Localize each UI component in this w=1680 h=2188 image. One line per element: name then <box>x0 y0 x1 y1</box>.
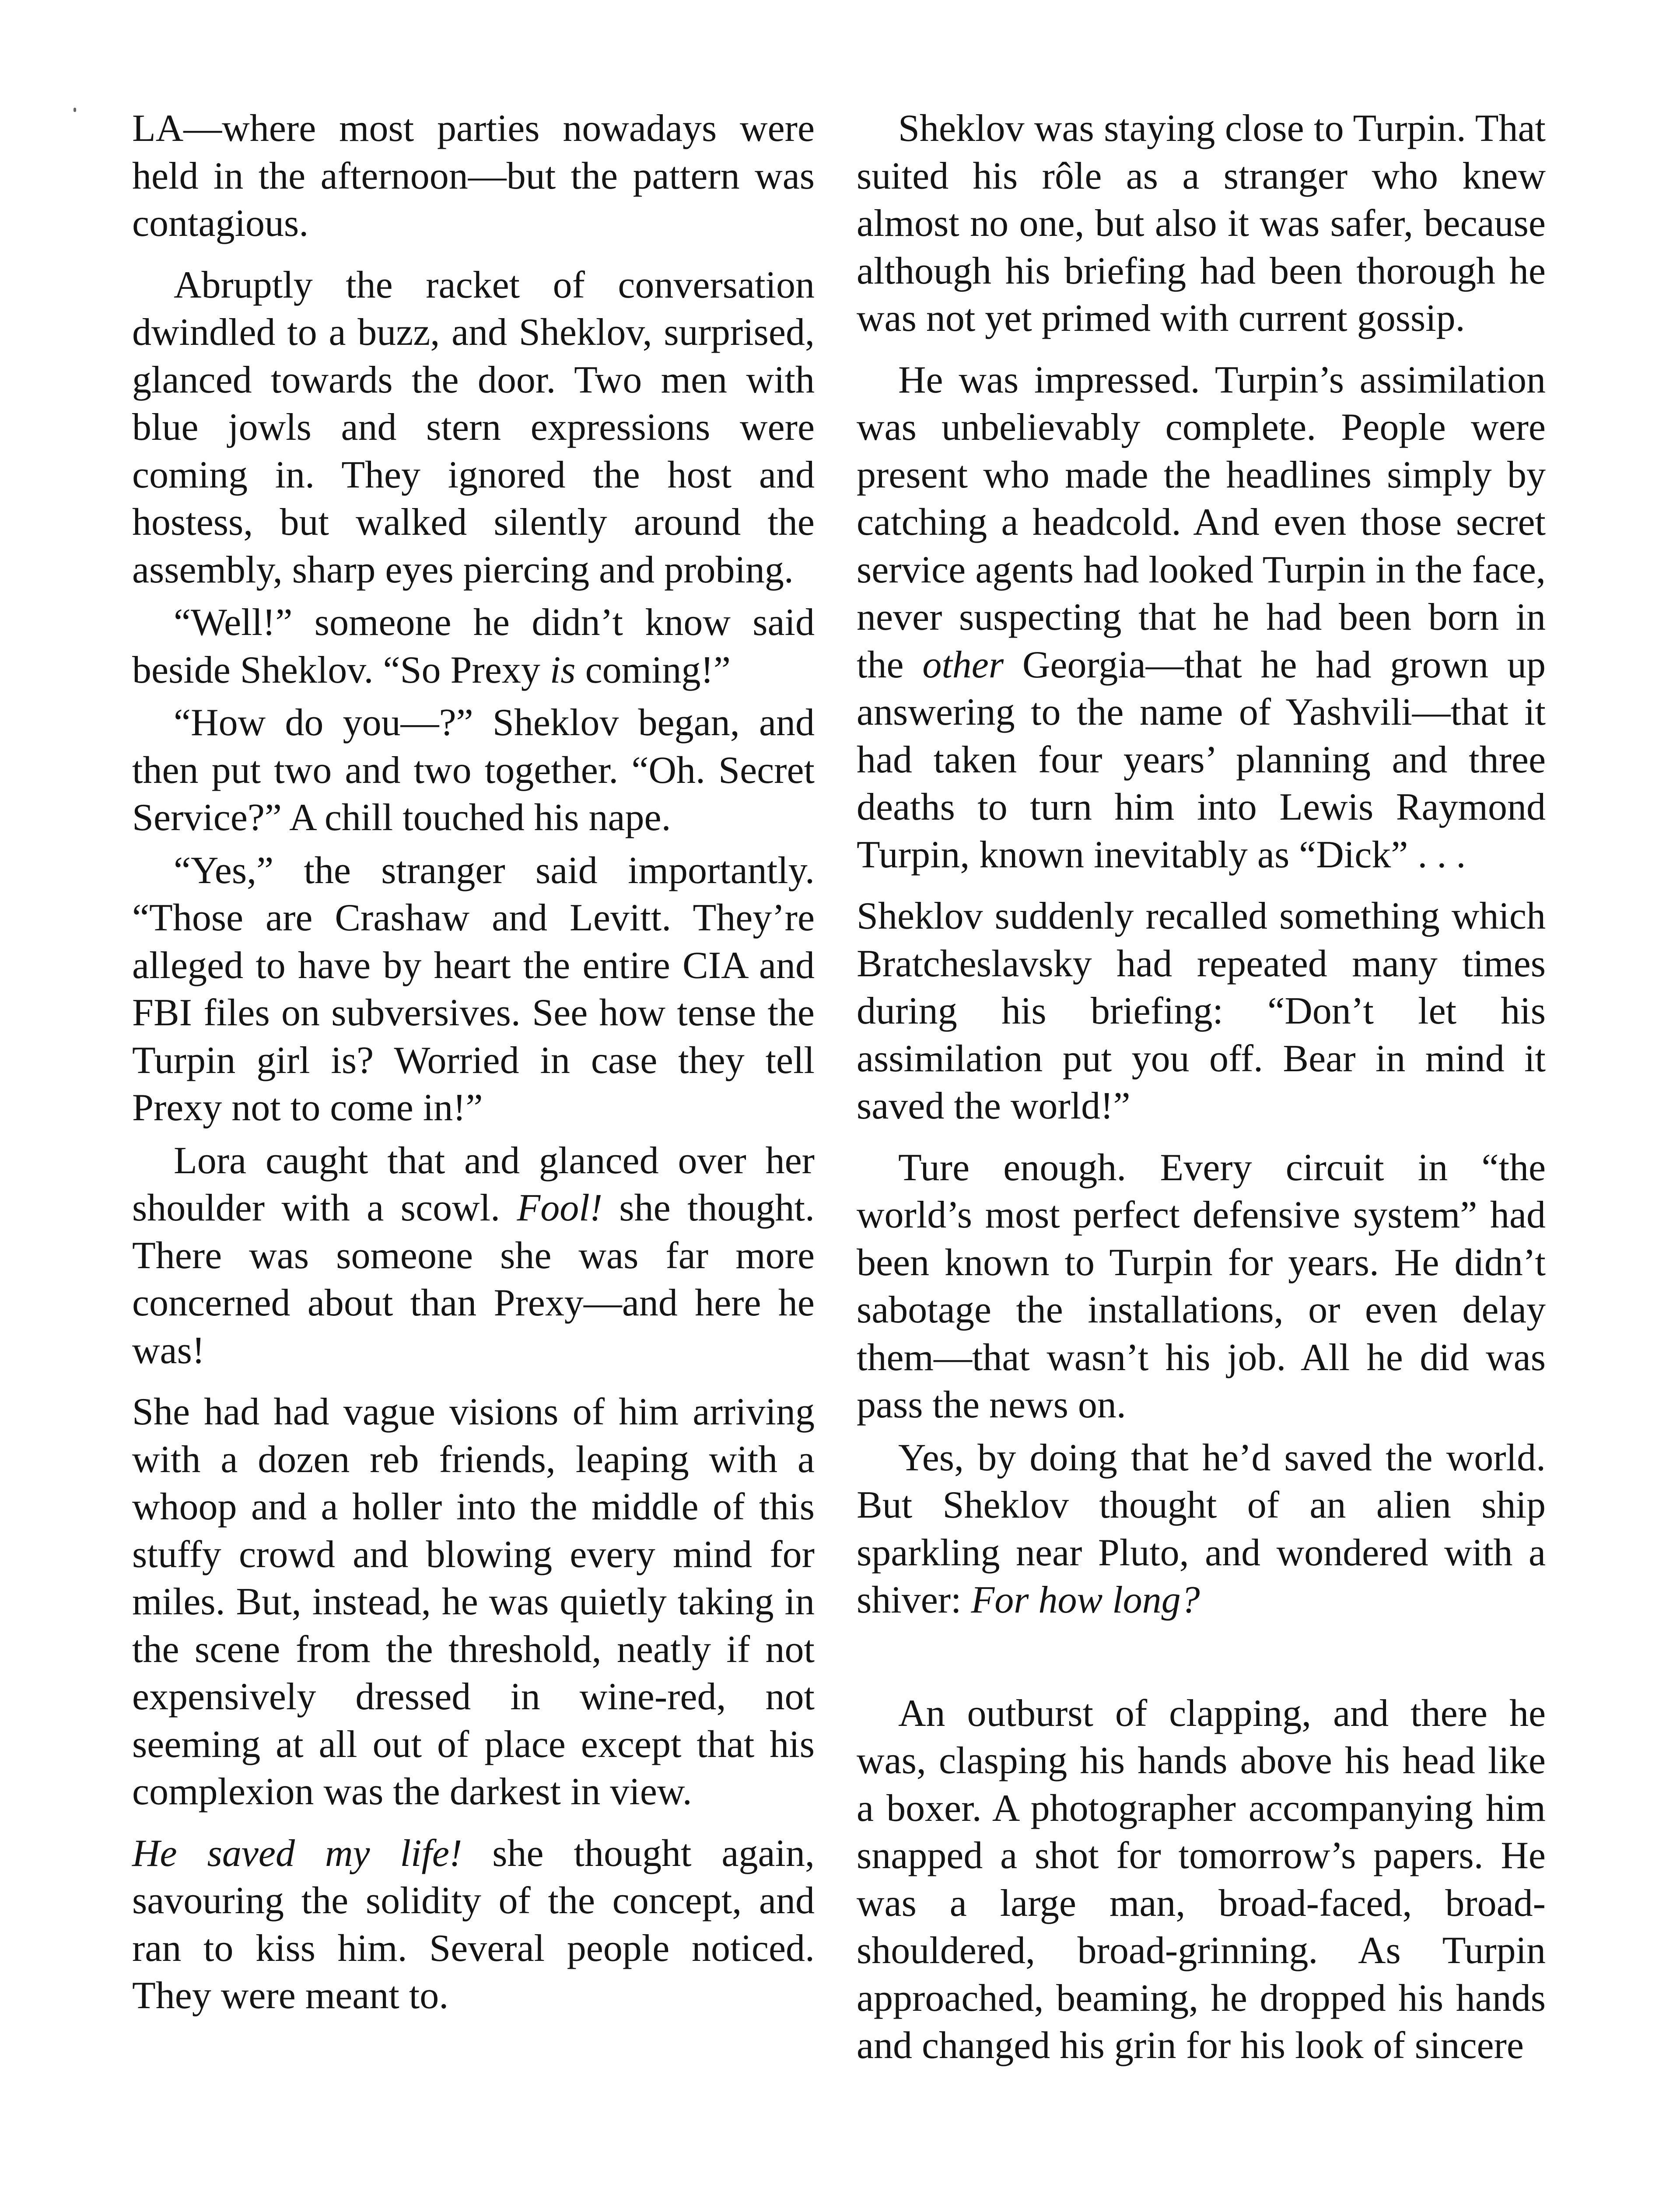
paragraph: He was impressed. Turpin’s assimilation was unbelievably complete. People were present who made the headlines simply by catching a headcold. And even those secret service agents had looked Turpin in the face, never suspecting that he had been born in the other Georgia—that he had grown up answering to the name of Yashvili—that it had taken four years’ planning and three deaths to turn him into Lewis Raymond Turpin, known inevitably as “Dick” . . . <box>857 358 1546 876</box>
paragraph: “Yes,” the stranger said importantly. “Those are Crashaw and Levitt. They’re alleged to have by heart the entire CIA and FBI files on subversives. See how tense the Turpin girl is? Worried in case they tell Prexy not to come in!” <box>132 849 815 1129</box>
right-column <box>857 105 1546 2070</box>
print-speck <box>74 108 76 112</box>
emphasis: For how long? <box>971 1579 1200 1621</box>
paragraph: “How do you—?” Sheklov began, and then put two and two together. “Oh. Secret Service?” A chill touched his nape. <box>132 701 815 839</box>
paragraph: Ture enough. Every circuit in “the world’s most perfect defensive system” had been known to Turpin for years. He didn’t sabotage the installations, or even delay them—that wasn’t his job. All he did was pass the news on. <box>857 1146 1546 1426</box>
paragraph: An outburst of clapping, and there he was, clasping his hands above his head like a boxer. A photographer accompanying him snapped a shot for tomorrow’s papers. He was a large man, broad-faced, broad-shouldered, broad-grinning. As Turpin approached, beaming, he dropped his hands and changed his grin for his look of sincere <box>857 1692 1546 2067</box>
paragraph: LA—where most parties nowadays were held in the afternoon—but the pattern was contagious. <box>132 107 815 245</box>
paragraph: “Well!” someone he didn’t know said beside Sheklov. “So Prexy is coming!” <box>132 601 815 691</box>
paragraph: Abruptly the racket of conversation dwindled to a buzz, and Sheklov, surprised, glanced towards the door. Two men with blue jowls and stern expressions were coming in. They ignored the host and hostess, but walked silently around the assembly, sharp eyes piercing and probing. <box>132 263 815 591</box>
emphasis: He saved my life! <box>132 1832 462 1875</box>
paragraph: Sheklov was staying close to Turpin. That suited his rôle as a stranger who knew almost no one, but also it was safer, because although his briefing had been thorough he was not yet primed with current gossip. <box>857 107 1546 340</box>
emphasis: other <box>922 643 1004 686</box>
paragraph: Lora caught that and glanced over her shoulder with a scowl. Fool! she thought. There was someone she was far more concerned about than Prexy—and here he was! <box>132 1139 815 1372</box>
emphasis: is <box>550 649 576 691</box>
paragraph: Sheklov suddenly recalled something which Bratcheslavsky had repeated many times during his briefing: “Don’t let his assimilation put you off. Bear in mind it saved the world!” <box>857 895 1546 1127</box>
emphasis: Fool! <box>517 1187 602 1229</box>
paragraph: Yes, by doing that he’d saved the world. But Sheklov thought of an alien ship sparkling near Pluto, and wondered with a shiver: For how long? <box>857 1436 1546 1621</box>
paragraph: She had had vague visions of him arriving with a dozen reb friends, leaping with a whoop and a holler into the middle of this stuffy crowd and blowing every mind for miles. But, instead, he was quietly taking in the scene from the threshold, neatly if not expensively dressed in wine-red, not seeming at all out of place except that his complexion was the darkest in view. <box>132 1391 815 1813</box>
paragraph: He saved my life! she thought again, savouring the solidity of the concept, and ran to kiss him. Several people noticed. They were meant to. <box>132 1832 815 2017</box>
left-column <box>132 105 815 2020</box>
